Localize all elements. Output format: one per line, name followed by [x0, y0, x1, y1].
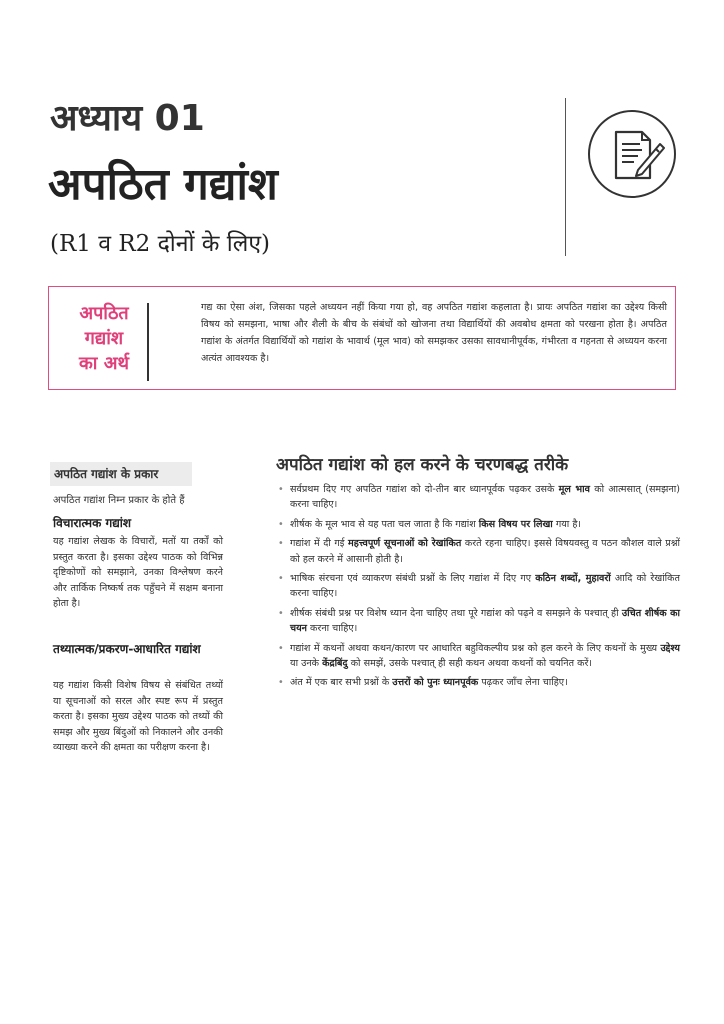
meaning-title-line: गद्यांश	[84, 328, 124, 349]
header-divider	[565, 98, 566, 256]
chapter-subtitle: (R1 व R2 दोनों के लिए)	[50, 231, 271, 257]
type-title-vicharatmak: विचारात्मक गद्यांश	[53, 516, 132, 530]
list-item: • भाषिक संरचना एवं व्याकरण संबंधी प्रश्नों के लिए गद्यांश में दिए गए कठिन शब्दों, मुहावरों आदि को रेखांकित करना चाहिए।	[276, 571, 680, 602]
document-pen-icon	[586, 108, 678, 200]
steps-list	[276, 482, 680, 695]
type-title-tathyatmak: तथ्यात्मक/प्रकरण-आधारित गद्यांश	[53, 642, 201, 656]
meaning-box	[48, 286, 676, 390]
steps-title: अपठित गद्यांश को हल करने के चरणबद्ध तरीके	[276, 455, 569, 475]
list-item: • शीर्षक के मूल भाव से यह पता चल जाता है कि गद्यांश किस विषय पर लिखा गया है।	[276, 517, 680, 532]
meaning-title-line: का अर्थ	[78, 353, 129, 374]
list-item: • शीर्षक संबंधी प्रश्न पर विशेष ध्यान देना चाहिए तथा पूरे गद्यांश को पढ़ने व समझने के पश्चात् ही उचित शीर्षक का चयन करना चाहिए।	[276, 606, 680, 637]
list-item: • गद्यांश में कथनों अथवा कथन/कारण पर आधारित बहुविकल्पीय प्रश्न को हल करने के लिए कथनों के मुख्य उद्देश्य या उनके केंद्रबिंदु को समझें, उसके पश्चात् ही सही कथन अथवा कथनों को चयनित करें।	[276, 641, 680, 672]
list-item: • गद्यांश में दी गई महत्त्वपूर्ण सूचनाओं को रेखांकित करते रहना चाहिए। इससे विषयवस्तु व पठन कौशल वाले प्रश्नों को हल करने में आसानी होती है।	[276, 536, 680, 567]
type-text-vicharatmak: यह गद्यांश लेखक के विचारों, मतों या तर्कों को प्रस्तुत करता है। इसका उद्देश्य पाठक को विभिन्न दृष्टिकोणों को समझाने, उनका विश्लेषण करने और तार्किक निष्कर्ष तक पहुँचने में सक्षम बनाना होता है।	[53, 536, 223, 610]
chapter-title: अपठित गद्यांश	[48, 159, 278, 210]
type-text-tathyatmak: यह गद्यांश किसी विशेष विषय से संबंधित तथ्यों या सूचनाओं को सरल और स्पष्ट रूप में प्रस्तुत करता है। इसका मुख्य उद्देश्य पाठक को तथ्यों की समझ और मुख्य बिंदुओं को निकालने और उनकी व्याख्या करने की क्षमता का परीक्षण करना है।	[53, 680, 223, 754]
meaning-title-line: अपठित	[79, 303, 129, 324]
meaning-divider	[147, 303, 149, 381]
chapter-label: अध्याय 01	[50, 98, 205, 139]
types-intro: अपठित गद्यांश निम्न प्रकार के होते हैं	[53, 495, 185, 506]
list-item: • अंत में एक बार सभी प्रश्नों के उत्तरों को पुनः ध्यानपूर्वक पढ़कर जाँच लेना चाहिए।	[276, 675, 680, 690]
meaning-title	[61, 301, 147, 376]
list-item: • सर्वप्रथम दिए गए अपठित गद्यांश को दो-तीन बार ध्यानपूर्वक पढ़कर उसके मूल भाव को आत्मसात् (समझना) करना चाहिए।	[276, 482, 680, 513]
types-heading: अपठित गद्यांश के प्रकार	[50, 462, 192, 486]
meaning-text: गद्य का ऐसा अंश, जिसका पहले अध्ययन नहीं किया गया हो, वह अपठित गद्यांश कहलाता है। प्रायः अपठित गद्यांश का उद्देश्य किसी विषय को समझना, भाषा और शैली के बीच के संबंधों को खोजना तथा विद्यार्थियों की अवबोध क्षमता को परखना होता है। अपठित गद्यांश के अंतर्गत विद्यार्थियों को गद्यांश के भावार्थ (मूल भाव) को समझकर उसका सावधानीपूर्वक, गंभीरता व गहनता से अध्ययन करना अत्यंत आवश्यक है।	[201, 302, 667, 364]
